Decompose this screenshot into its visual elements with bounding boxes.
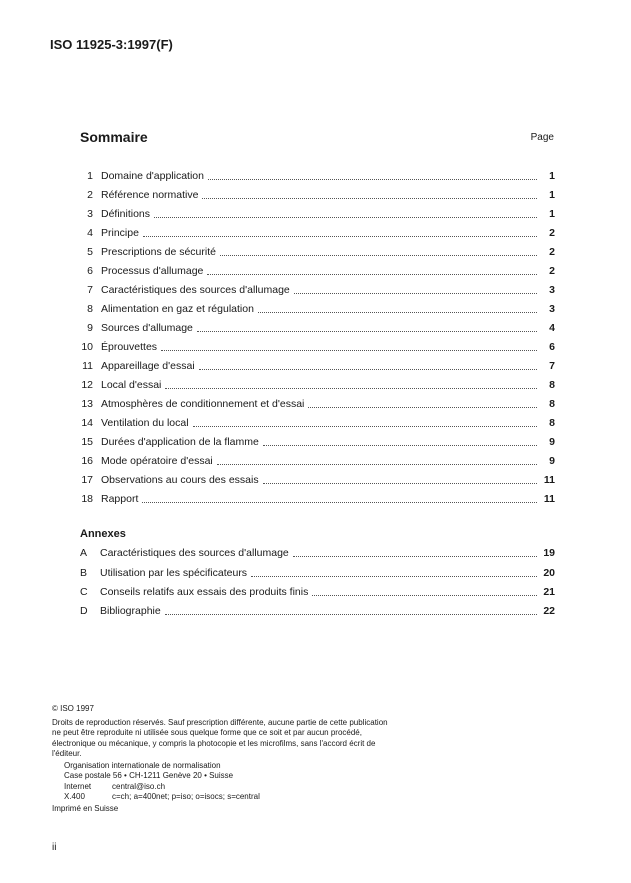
toc-entry[interactable] [80, 245, 555, 259]
toc-entry[interactable] [80, 340, 555, 354]
leader-dots [251, 566, 537, 577]
toc-entry-number: 15 [81, 436, 93, 448]
toc-entry-label: Principe [101, 227, 139, 239]
toc-entry[interactable] [80, 378, 555, 392]
x400-key: X.400 [64, 792, 85, 801]
toc-entry-page: 1 [549, 170, 555, 182]
leader-dots [202, 188, 537, 199]
leader-dots [154, 207, 537, 218]
leader-dots [165, 378, 537, 389]
toc-entry-number: 2 [87, 189, 93, 201]
toc-entry-number: 4 [87, 227, 93, 239]
toc-entry-page: 3 [549, 284, 555, 296]
leader-dots [294, 283, 537, 294]
rights-notice: Droits de reproduction réservés. Sauf prescription différente, aucune partie de cette publication ne peut être reproduite ni utilisée sous quelque forme que ce soit et par aucun procédé, électronique ou mécanique, y compris la photocopie et les microfilms, sans l'accord écrit de l'éditeur. [52, 717, 388, 758]
leader-dots [207, 264, 537, 275]
toc-entry-number: 6 [87, 265, 93, 277]
toc-entry[interactable] [80, 473, 555, 487]
toc-entry-number: 7 [87, 284, 93, 296]
annex-entry-letter: C [80, 586, 88, 598]
toc-entry[interactable] [80, 207, 555, 221]
leader-dots [143, 226, 537, 237]
leader-dots [197, 321, 537, 332]
toc-entry-page: 8 [549, 379, 555, 391]
internet-key: Internet [64, 781, 92, 791]
annexes-title: Annexes [80, 528, 126, 540]
toc-entry-label: Atmosphères de conditionnement et d'essai [101, 398, 305, 410]
toc-entry[interactable] [80, 416, 555, 430]
toc-entry-page: 9 [549, 436, 555, 448]
annex-entry[interactable] [80, 604, 555, 618]
toc-entry[interactable] [80, 454, 555, 468]
annex-entry-label: Conseils relatifs aux essais des produits finis [100, 586, 309, 598]
toc-entry-label: Sources d'allumage [101, 322, 193, 334]
toc-entry-label: Observations au cours des essais [101, 474, 259, 486]
annex-entry-letter: A [80, 547, 88, 559]
toc-entry[interactable] [80, 169, 555, 183]
toc-entry-label: Mode opératoire d'essai [101, 455, 213, 467]
toc-entry-label: Domaine d'application [101, 170, 204, 182]
annex-entry-page: 20 [543, 567, 555, 579]
toc-entry[interactable] [80, 226, 555, 240]
copyright-line: © ISO 1997 [52, 704, 94, 713]
internet-row [64, 782, 392, 793]
annex-entry[interactable] [80, 546, 555, 560]
toc-entry[interactable] [80, 397, 555, 411]
leader-dots [258, 302, 537, 313]
toc-entry[interactable] [80, 264, 555, 278]
copyright-block [52, 704, 392, 814]
toc-entry[interactable] [80, 359, 555, 373]
toc-entry-number: 11 [82, 360, 93, 372]
toc-entry-label: Référence normative [101, 189, 199, 201]
toc-entry-page: 7 [549, 360, 555, 372]
organisation-name: Organisation internationale de normalisation [64, 760, 221, 770]
toc-entry-page: 11 [543, 493, 555, 505]
toc-entry-page: 2 [549, 227, 555, 239]
toc-entry-label: Rapport [101, 493, 139, 505]
toc-entry-number: 9 [87, 322, 93, 334]
leader-dots [308, 397, 537, 408]
leader-dots [208, 169, 537, 180]
leader-dots [217, 454, 537, 465]
leader-dots [142, 492, 537, 503]
toc-entry-label: Éprouvettes [101, 341, 158, 353]
toc-entry-number: 16 [81, 455, 93, 467]
x400-row [64, 792, 392, 803]
toc-entry-page: 3 [549, 303, 555, 315]
toc-entry[interactable] [80, 302, 555, 316]
toc-entry-number: 14 [81, 417, 93, 429]
annex-entry-label: Caractéristiques des sources d'allumage [100, 547, 289, 559]
leader-dots [193, 416, 537, 427]
toc-entry-page: 8 [549, 417, 555, 429]
toc-entry-page: 1 [549, 189, 555, 201]
toc-entry-page: 8 [549, 398, 555, 410]
toc-entry-number: 1 [87, 170, 93, 182]
x400-value: c=ch; a=400net; p=iso; o=isocs; s=central [112, 792, 260, 801]
annex-entry-page: 19 [543, 547, 555, 559]
toc-entry[interactable] [80, 492, 555, 506]
leader-dots [161, 340, 537, 351]
toc-entry[interactable] [80, 188, 555, 202]
leader-dots [199, 359, 537, 370]
toc-entry-page: 11 [543, 474, 555, 486]
page-column-heading: Page [530, 132, 554, 143]
toc-entry-label: Définitions [101, 208, 151, 220]
toc-entry-label: Appareillage d'essai [101, 360, 195, 372]
leader-dots [165, 604, 537, 615]
printed-in: Imprimé en Suisse [52, 803, 119, 813]
postal-address: Case postale 56 • CH-1211 Genève 20 • Suisse [64, 771, 234, 780]
leader-dots [293, 546, 537, 557]
toc-entry-number: 8 [87, 303, 93, 315]
leader-dots [220, 245, 537, 256]
toc-title: Sommaire [80, 129, 148, 145]
internet-value: central@iso.ch [112, 781, 166, 791]
toc-entry-number: 18 [81, 493, 93, 505]
toc-entry-number: 3 [87, 208, 93, 220]
toc-entry[interactable] [80, 435, 555, 449]
annex-entry[interactable] [80, 566, 555, 580]
annex-entry-page: 21 [543, 586, 555, 598]
toc-entry-page: 9 [549, 455, 555, 467]
toc-entry-number: 17 [81, 474, 93, 486]
publisher-address [64, 761, 392, 803]
toc-entry[interactable] [80, 321, 555, 335]
annex-entry[interactable] [80, 585, 555, 599]
toc-entry-label: Durées d'application de la flamme [101, 436, 259, 448]
toc-entry-page: 4 [549, 322, 555, 334]
toc-entry-number: 12 [81, 379, 93, 391]
leader-dots [312, 585, 537, 596]
toc-entry-number: 13 [81, 398, 93, 410]
toc-entry-label: Local d'essai [101, 379, 162, 391]
page-number: ii [52, 842, 57, 853]
toc-entry-page: 2 [549, 246, 555, 258]
toc-entry-label: Ventilation du local [101, 417, 189, 429]
toc-entry-label: Alimentation en gaz et régulation [101, 303, 254, 315]
toc-entry-label: Processus d'allumage [101, 265, 204, 277]
annex-entry-letter: D [80, 605, 88, 617]
leader-dots [263, 435, 537, 446]
toc-entry-page: 6 [549, 341, 555, 353]
toc-entry-label: Caractéristiques des sources d'allumage [101, 284, 290, 296]
leader-dots [263, 473, 537, 484]
annex-entry-label: Bibliographie [100, 605, 161, 617]
toc-entry-page: 1 [549, 208, 555, 220]
document-id: ISO 11925-3:1997(F) [50, 37, 173, 52]
annex-entry-page: 22 [543, 605, 555, 617]
toc-entry-number: 10 [81, 341, 93, 353]
toc-entry-label: Prescriptions de sécurité [101, 246, 216, 258]
annex-entry-label: Utilisation par les spécificateurs [100, 567, 248, 579]
annex-entry-letter: B [80, 567, 88, 579]
toc-entry-number: 5 [87, 246, 93, 258]
toc-entry-page: 2 [549, 265, 555, 277]
toc-entry[interactable] [80, 283, 555, 297]
